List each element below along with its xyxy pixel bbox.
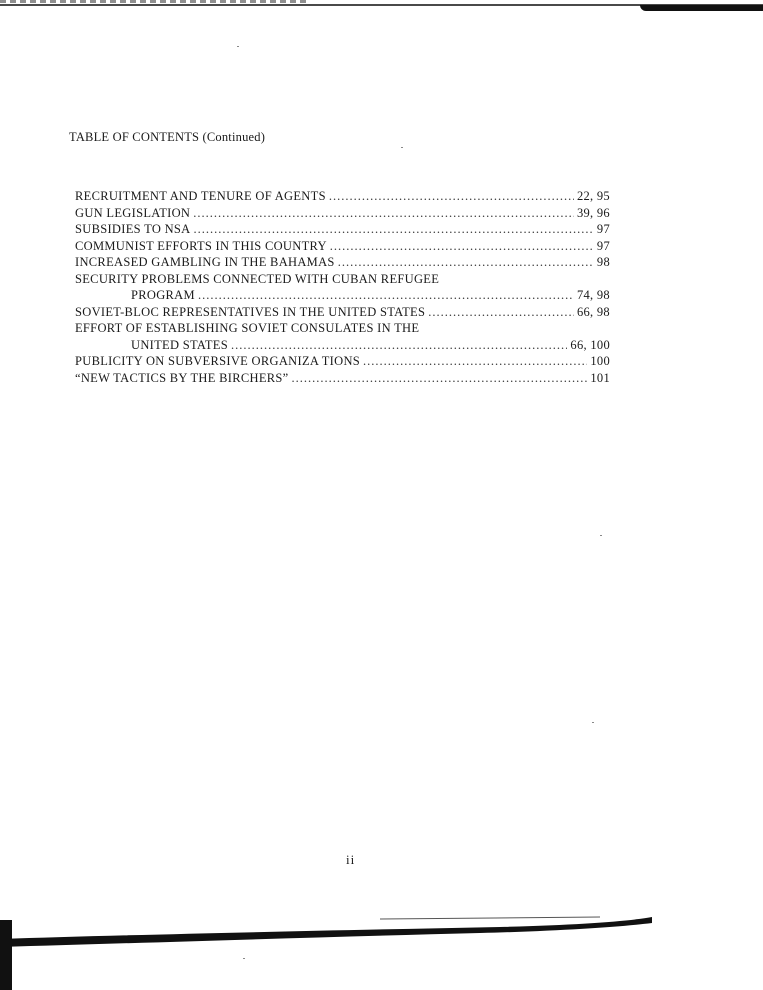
toc-dot-leader [193, 221, 593, 238]
toc-entry [75, 370, 610, 387]
toc-entry [75, 353, 610, 370]
toc-entry-pages: 66, 100 [570, 337, 610, 352]
toc-entry [75, 221, 610, 238]
toc-dot-leader [329, 188, 574, 205]
toc-entry-pages: 97 [596, 238, 610, 253]
toc-entry [75, 205, 610, 222]
toc-entry-label: RECRUITMENT AND TENURE OF AGENTS [75, 189, 326, 203]
toc-entry-label: SECURITY PROBLEMS CONNECTED WITH CUBAN REFUGEE [75, 271, 440, 286]
scan-speck [592, 722, 594, 723]
toc-entry-pages: 101 [590, 370, 610, 385]
toc-entry-pages: 66, 98 [576, 304, 610, 319]
toc-dot-leader [193, 205, 574, 222]
toc-entry-label: EFFORT OF ESTABLISHING SOVIET CONSULATES IN THE [75, 321, 420, 335]
scan-speck [237, 46, 239, 47]
toc-entry-label: PUBLICITY ON SUBVERSIVE ORGANIZA TIONS [75, 354, 361, 368]
scan-edge-top-right [640, 5, 763, 11]
toc-entry-pages: 74, 98 [576, 288, 610, 302]
toc-entry [75, 238, 610, 255]
toc-entry [75, 304, 610, 321]
scan-speck [401, 147, 403, 148]
toc-entry-label-continued: PROGRAM [131, 288, 195, 302]
toc-list [75, 188, 610, 386]
toc-entry-pages: 22, 95 [576, 189, 610, 203]
toc-entry-continuation [75, 287, 610, 304]
toc-entry-pages: 97 [596, 222, 610, 236]
toc-entry-continuation [75, 337, 610, 354]
toc-entry-label: SOVIET-BLOC REPRESENTATIVES IN THE UNITED STATES [75, 304, 426, 319]
toc-entry-label: GUN LEGISLATION [75, 205, 191, 220]
toc-dot-leader [363, 353, 587, 370]
toc-entry-pages: 39, 96 [576, 205, 610, 220]
scan-edge-bottom-left [0, 920, 12, 990]
scan-edge-bottom [0, 915, 652, 947]
toc-dot-leader [231, 337, 567, 354]
toc-entry-label-continued: UNITED STATES [131, 337, 228, 352]
toc-entry [75, 320, 610, 337]
toc-entry-pages: 98 [596, 255, 610, 269]
toc-entry [75, 254, 610, 271]
toc-dot-leader [338, 254, 594, 271]
toc-dot-leader [428, 304, 574, 321]
toc-entry [75, 188, 610, 205]
toc-dot-leader [198, 287, 574, 304]
toc-entry-label: SUBSIDIES TO NSA [75, 222, 191, 236]
scan-speck [600, 535, 602, 536]
toc-entry-pages: 100 [590, 354, 610, 368]
toc-entry-label: COMMUNIST EFFORTS IN THIS COUNTRY [75, 238, 327, 253]
toc-entry-label: INCREASED GAMBLING IN THE BAHAMAS [75, 255, 335, 269]
toc-dot-leader [330, 238, 594, 255]
scan-speck [243, 958, 245, 959]
page-number: ii [346, 852, 356, 867]
toc-entry-label: “NEW TACTICS BY THE BIRCHERS” [75, 370, 289, 385]
toc-dot-leader [292, 370, 588, 387]
toc-entry [75, 271, 610, 288]
toc-heading: TABLE OF CONTENTS (Continued) [69, 130, 266, 144]
scan-edge-top-dashes [0, 0, 310, 3]
